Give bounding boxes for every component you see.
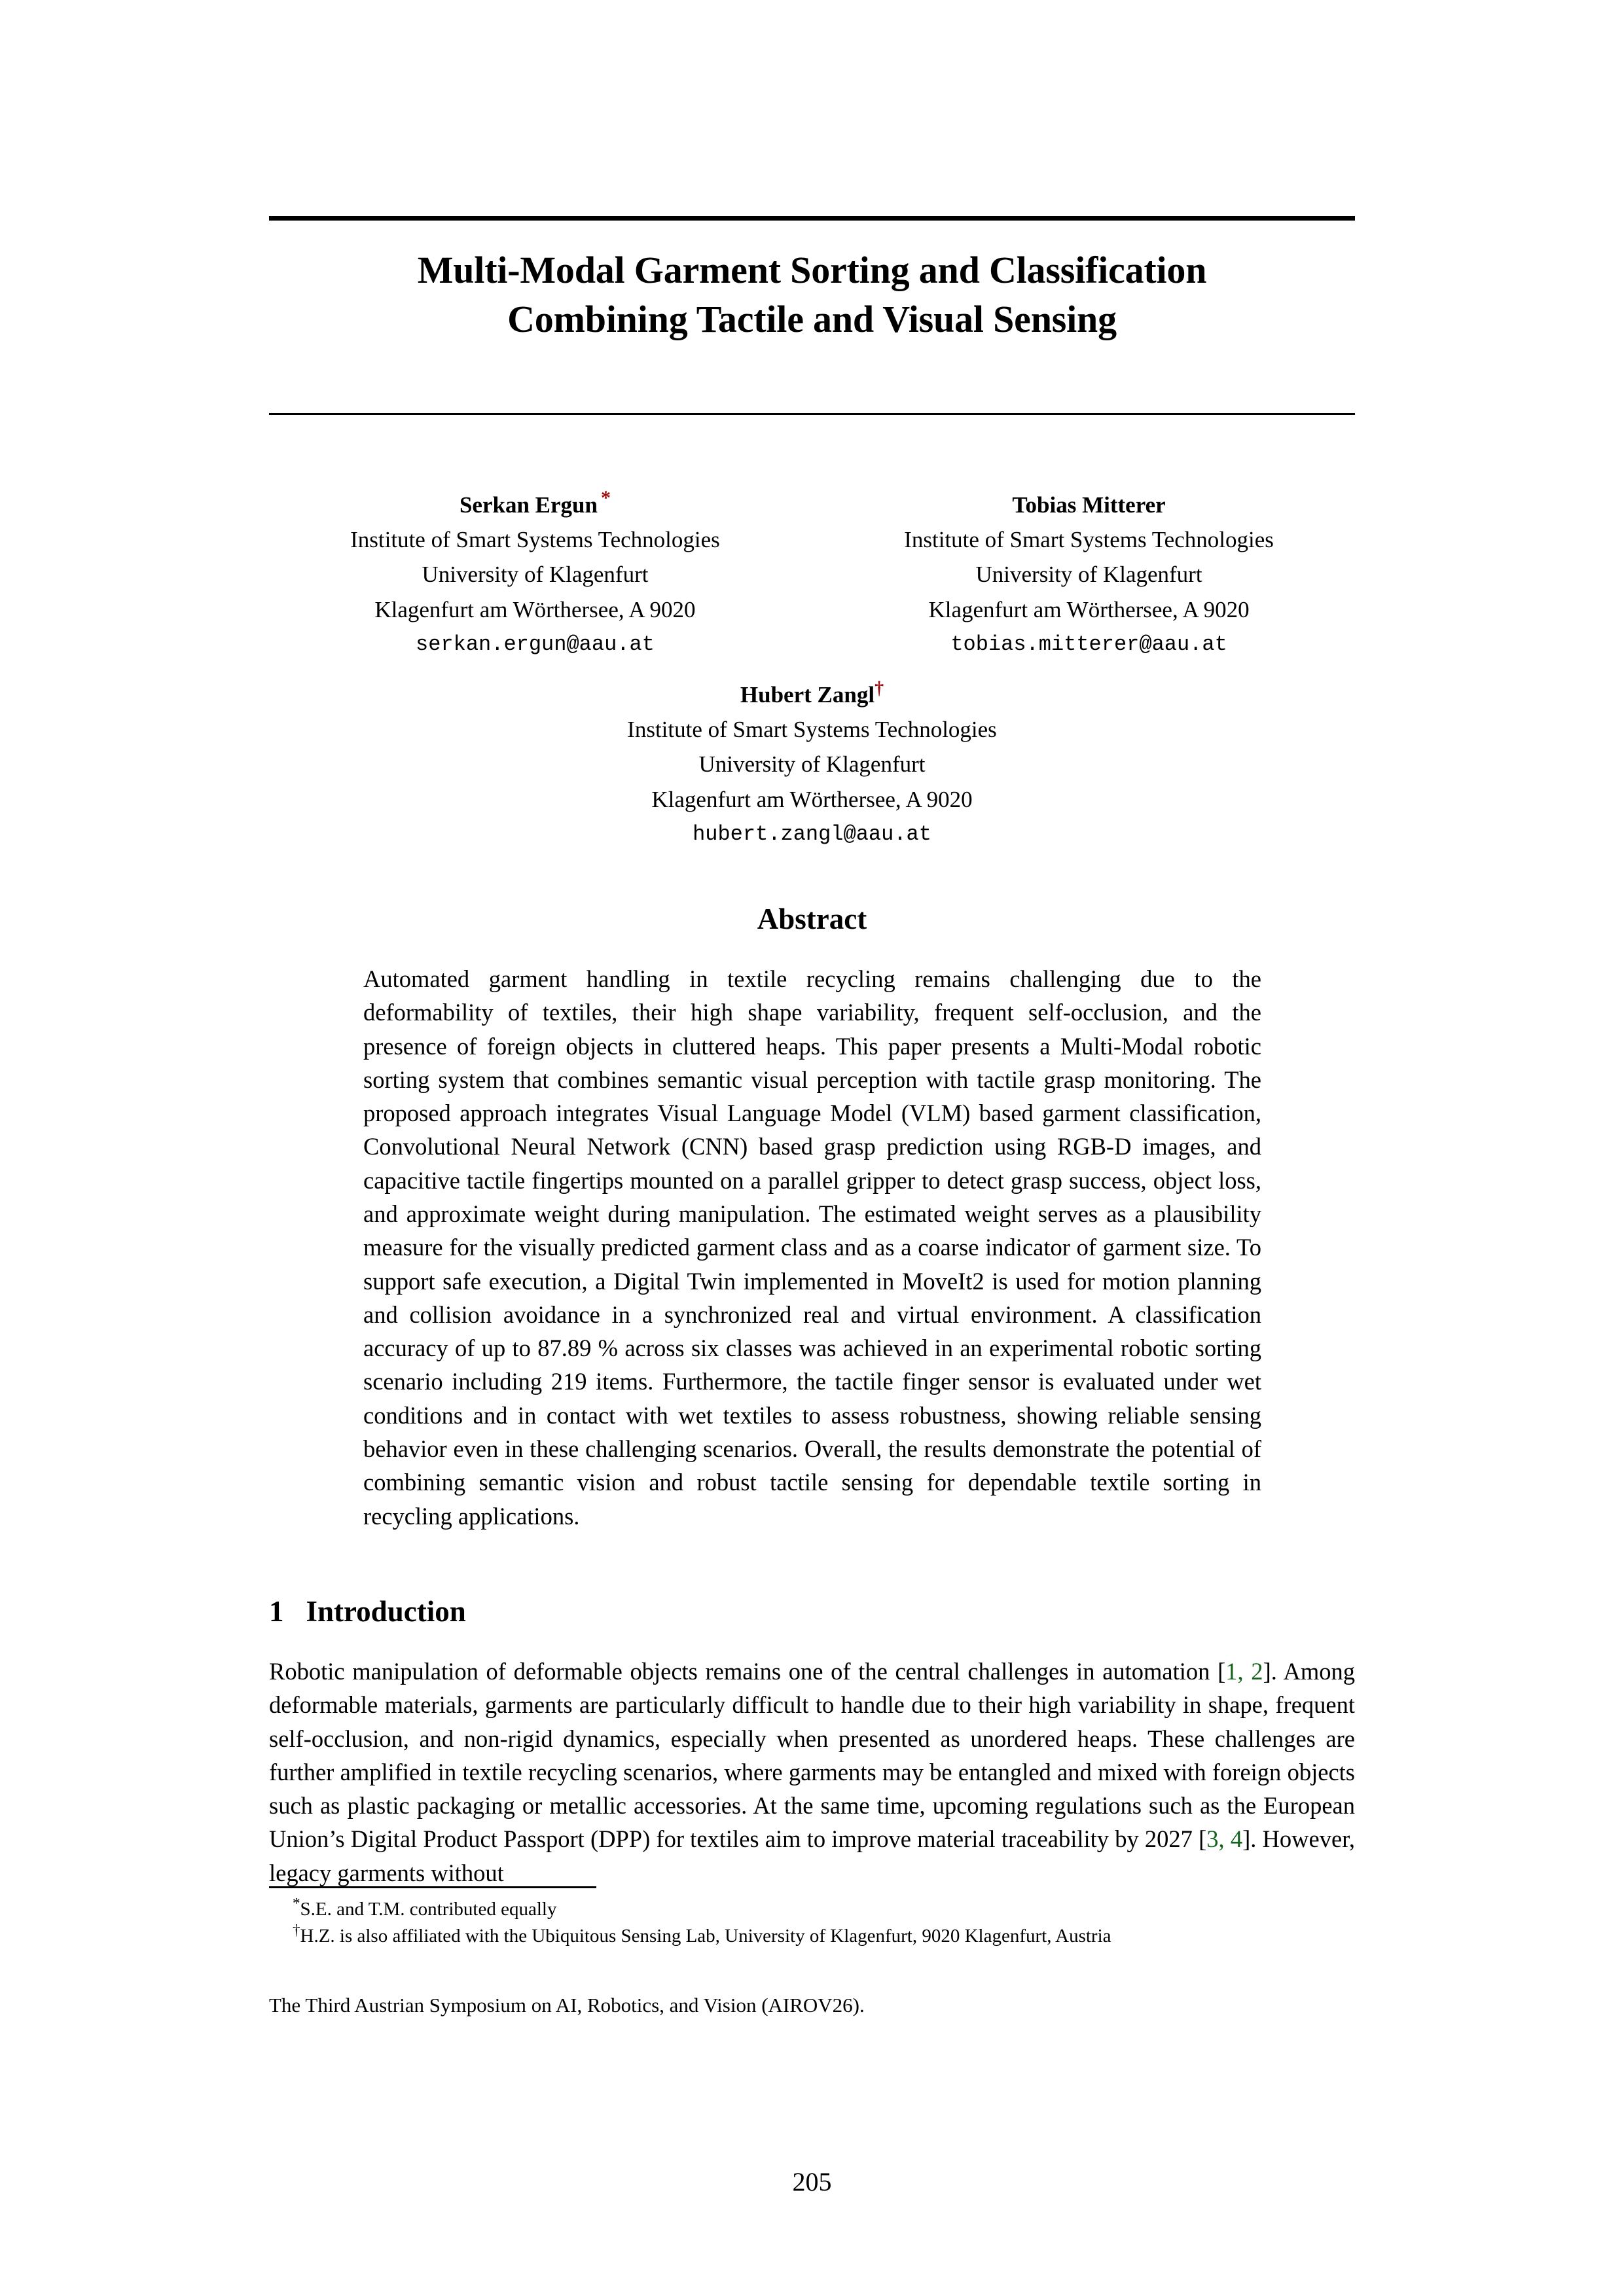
author-center-email[interactable]: hubert.zangl@aau.at	[693, 821, 931, 846]
footnote-2-text: H.Z. is also affiliated with the Ubiquitous Sensing Lab, University of Klagenfurt, 9020 Klagenfurt, Austria	[300, 1926, 1111, 1947]
section-heading-introduction	[269, 1594, 466, 1628]
page-title	[269, 245, 1355, 344]
intro-text-a: Robotic manipulation of deformable objects remains one of the central challenges in automation [	[269, 1658, 1226, 1685]
author-center-address: Klagenfurt am Wörthersee, A 9020	[651, 786, 973, 812]
author-center-name-text: Hubert Zangl	[740, 682, 875, 708]
citation-link-2[interactable]: 3, 4	[1206, 1825, 1243, 1853]
abstract-text-part-1: Automated garment handling in textile recycling remains challenging due to the deformability of textiles, their high shape variability, frequent self-occlusion, and the presence of foreign objects in cluttered heaps. This paper presents a Multi-Modal robotic sorting system that combines semantic visual perception with tactile grasp monitoring. The proposed approach integrates Visual Language Model (VLM) based garment classification, Convolutional Neural Network (CNN) based grasp prediction using RGB-D images, and capacitive tactile fingertips mounted on a parallel gripper to detect grasp success, object loss, and approximate weight during manipulation. The estimated weight serves as a plausibility measure for the visually predicted garment class and as a coarse indicator of garment size. To support safe execution, a Digital Twin implemented in MoveIt2 is used for motion planning and collision avoidance in a synchronized real and virtual environment. A classification accuracy of up to	[363, 965, 1261, 1362]
footnote-2-marker-icon: †	[293, 1922, 300, 1939]
title-bottom-rule	[269, 413, 1355, 415]
author-right	[823, 488, 1355, 660]
author-left-affiliation: Institute of Smart Systems Technologies	[350, 527, 720, 553]
abstract-text-part-2: across six classes was achieved in an experimental robotic sorting scenario including 219 items. Furthermore, the tactile finger sensor is evaluated under wet conditions and in contact with wet textiles to assess robustness, showing reliable sensing behavior even in these challenging scenarios. Overall, the results demonstrate the potential of combining semantic vision and robust tactile sensing for dependable textile sorting in recycling applications.	[363, 1335, 1262, 1530]
intro-text-c: ]. However, legacy garments without	[269, 1825, 1356, 1886]
page-number: 205	[792, 2167, 832, 2197]
author-left-university: University of Klagenfurt	[422, 562, 649, 588]
introduction-paragraph	[269, 1655, 1355, 1890]
author-right-email[interactable]: tobias.mitterer@aau.at	[950, 632, 1227, 656]
footnote-1-text: S.E. and T.M. contributed equally	[300, 1899, 557, 1920]
footnote-marker-dagger-icon[interactable]: †	[875, 678, 884, 699]
author-center-name	[269, 677, 1355, 712]
abstract-accuracy-value: 87.89 %	[537, 1335, 619, 1362]
section-number: 1	[269, 1595, 284, 1628]
author-center-affiliation: Institute of Smart Systems Technologies	[627, 717, 997, 743]
section-title: Introduction	[306, 1595, 466, 1628]
author-block-row	[269, 488, 1355, 660]
author-center-university: University of Klagenfurt	[698, 751, 926, 778]
author-right-name: Tobias Mitterer	[1012, 492, 1166, 518]
footnote-separator-rule	[269, 1886, 596, 1888]
author-left-email[interactable]: serkan.ergun@aau.at	[416, 632, 655, 656]
title-line-2: Combining Tactile and Visual Sensing	[507, 298, 1117, 341]
title-line-1: Multi-Modal Garment Sorting and Classification	[417, 249, 1207, 291]
abstract-heading: Abstract	[757, 903, 867, 935]
author-left-name-text: Serkan Ergun	[459, 492, 598, 518]
footnote-1-marker-icon: *	[293, 1895, 300, 1912]
abstract-body	[363, 962, 1261, 1533]
author-left-name	[269, 488, 801, 522]
citation-link-1[interactable]: 1, 2	[1225, 1658, 1263, 1685]
author-left-address: Klagenfurt am Wörthersee, A 9020	[374, 596, 696, 622]
footnote-block	[269, 1896, 1355, 1950]
intro-text-b: ]. Among deformable materials, garments are particularly difficult to handle due to their high variability in shape, frequent self-occlusion, and non-rigid dynamics, especially when presented as unordered heaps. These challenges are further amplified in textile recycling scenarios, where garments may be entangled and mixed with foreign objects such as plastic packaging or metallic accessories. At the same time, upcoming regulations such as the European Union’s Digital Product Passport (DPP) for textiles aim to improve material traceability by 2027 [	[269, 1658, 1356, 1853]
author-right-university: University of Klagenfurt	[975, 562, 1202, 588]
author-right-address: Klagenfurt am Wörthersee, A 9020	[928, 596, 1250, 622]
author-right-affiliation: Institute of Smart Systems Technologies	[904, 527, 1274, 553]
footnote-item-1	[269, 1896, 1355, 1923]
footnote-marker-asterisk-icon[interactable]: *	[600, 487, 611, 509]
footnote-item-2	[269, 1923, 1355, 1950]
title-top-rule	[269, 216, 1355, 221]
author-left	[269, 488, 801, 660]
conference-note: The Third Austrian Symposium on AI, Robotics, and Vision (AIROV26).	[269, 1994, 865, 2017]
author-center	[269, 677, 1355, 850]
